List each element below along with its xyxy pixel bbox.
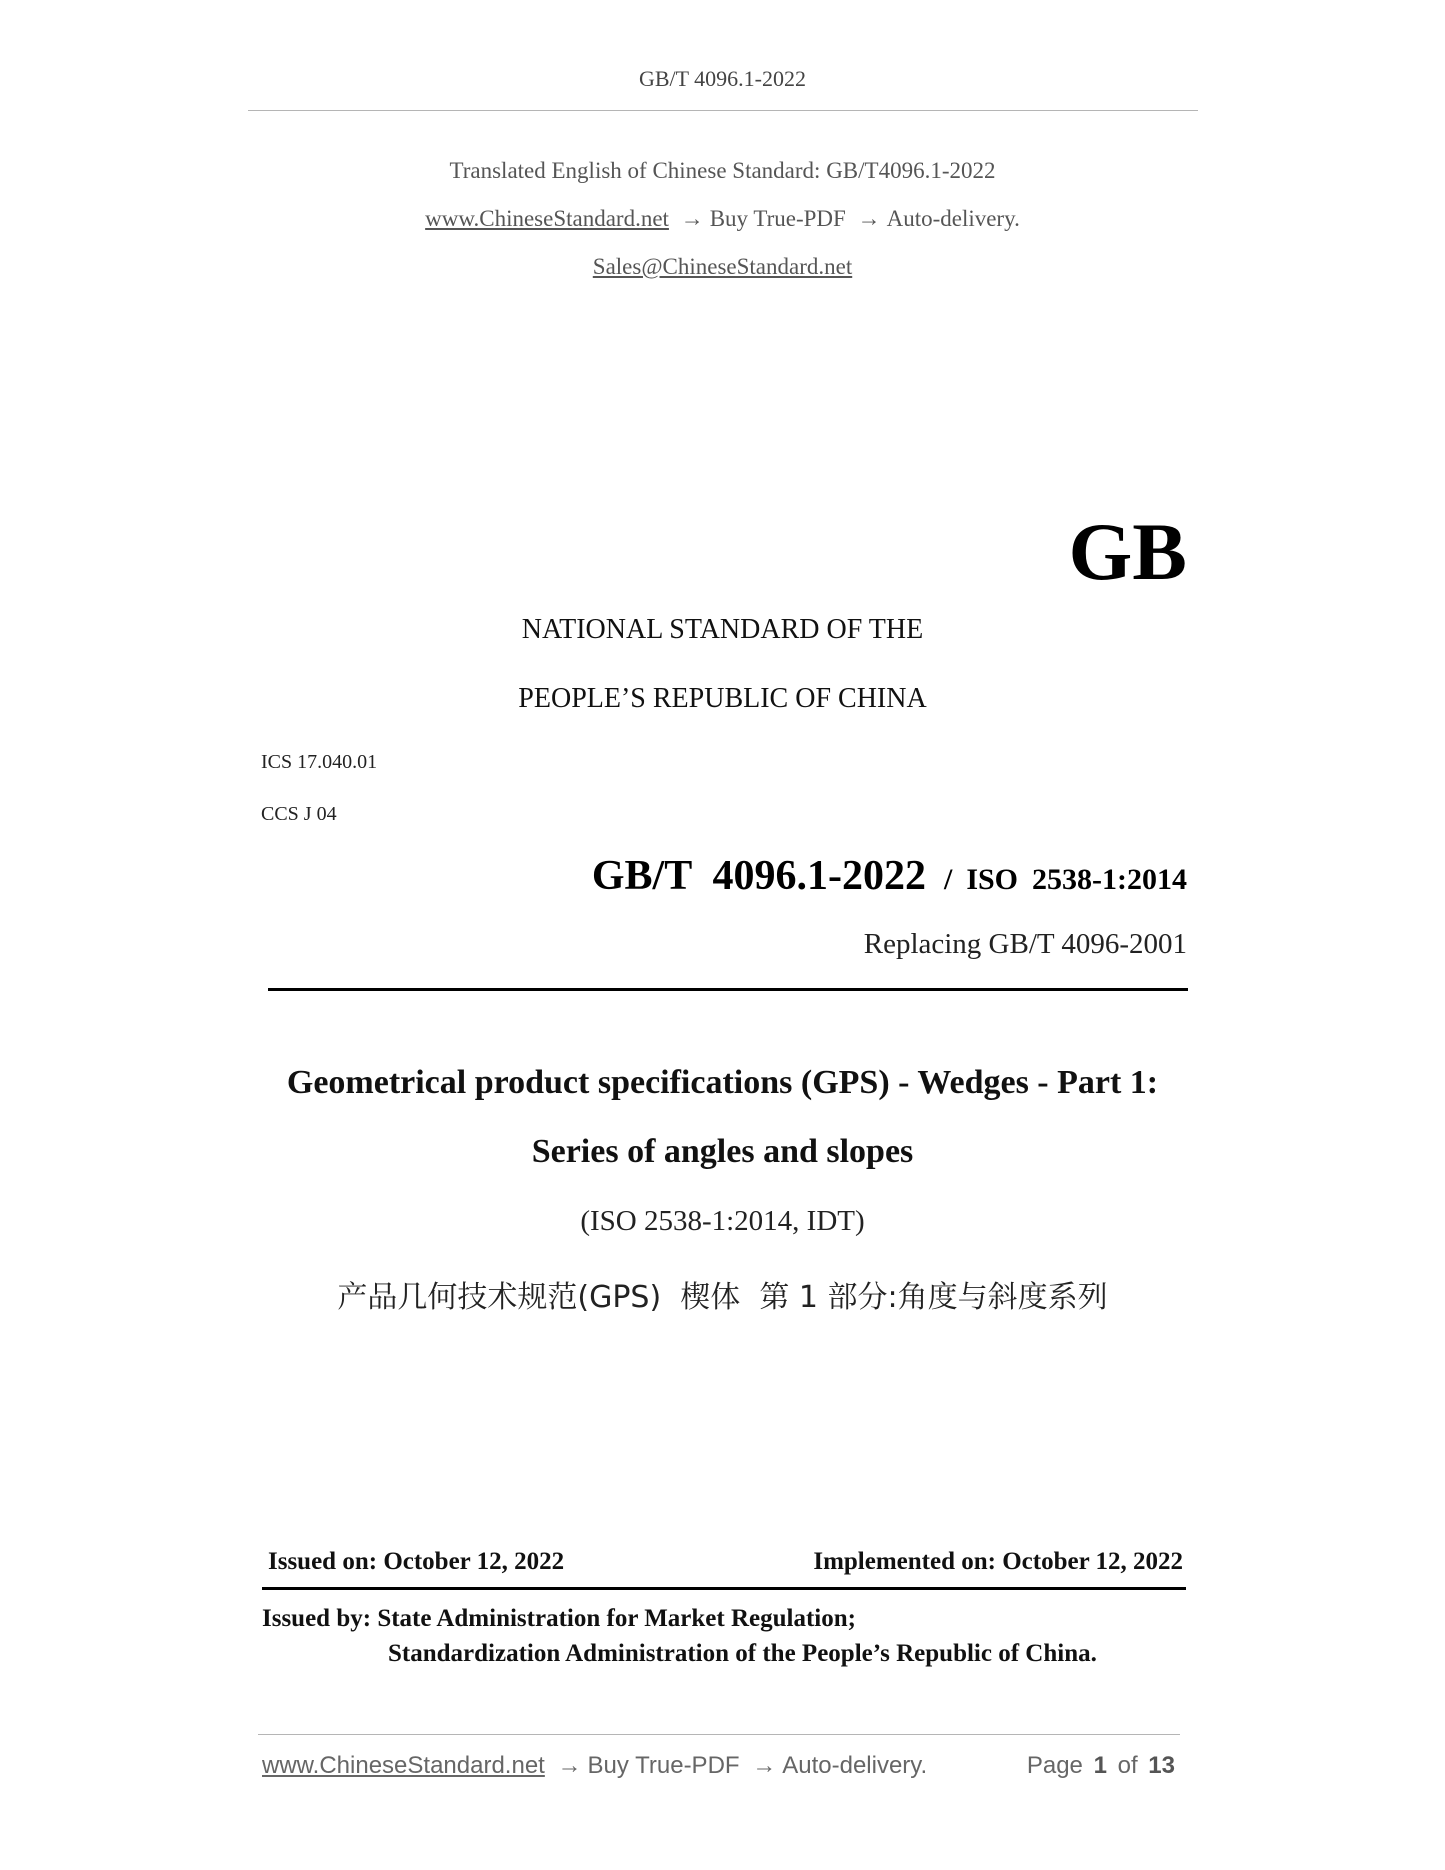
national-standard-line1: NATIONAL STANDARD OF THE [521, 614, 924, 645]
page-total: 13 [1148, 1752, 1175, 1779]
title-line2: Series of angles and slopes [531, 1133, 914, 1170]
footer-auto-text: Auto-delivery. [782, 1752, 928, 1779]
buy-true-pdf-text: Buy True-PDF [709, 206, 846, 231]
standard-number [592, 852, 1187, 900]
title-line1: Geometrical product specifications (GPS) - Wedges - Part 1: [286, 1064, 1159, 1101]
national-standard-line2: PEOPLE’S REPUBLIC OF CHINA [518, 683, 927, 714]
chinesestandard-link[interactable]: www.ChineseStandard.net [425, 206, 669, 231]
iso-equivalence: (ISO 2538-1:2014, IDT) [580, 1205, 865, 1237]
page-label: Page [1026, 1752, 1083, 1779]
sales-email-link[interactable]: Sales@ChineseStandard.net [592, 254, 853, 279]
footer-links [262, 1752, 927, 1780]
running-header: GB/T 4096.1-2022 [638, 66, 807, 91]
issued-by [262, 1601, 1097, 1671]
ics-code: ICS 17.040.01 [261, 751, 378, 773]
iso-prefix: ISO [966, 863, 1019, 896]
implemented-on-date: Implemented on: October 12, 2022 [813, 1548, 1183, 1575]
page-indicator [1027, 1752, 1179, 1780]
iso-number: 2538-1:2014 [1032, 863, 1187, 896]
arrow-right-icon: → [752, 1752, 777, 1779]
arrow-right-icon: → [857, 206, 881, 231]
footer-divider [258, 1734, 1180, 1735]
sales-email-row [0, 254, 1445, 280]
issued-on-date: Issued on: October 12, 2022 [268, 1548, 565, 1575]
arrow-right-icon: → [557, 1752, 582, 1779]
page-current: 1 [1093, 1752, 1107, 1779]
auto-delivery-text: Auto-delivery. [886, 206, 1020, 231]
translation-links [0, 206, 1445, 232]
translation-notice: Translated English of Chinese Standard: GB/T4096.1-2022 [449, 158, 996, 183]
number-separator: / [943, 863, 953, 896]
ccs-code: CCS J 04 [261, 803, 337, 825]
chinese-title: 产品几何技术规范(GPS) 楔体 第 1 部分:角度与斜度系列 [337, 1280, 1108, 1315]
header-divider [248, 110, 1198, 111]
issued-by-line1: Issued by: State Administration for Market Regulation; [262, 1605, 856, 1632]
dates-divider [262, 1587, 1186, 1590]
footer-site-link[interactable]: www.ChineseStandard.net [262, 1752, 545, 1779]
title-divider [268, 988, 1188, 991]
replacing-note: Replacing GB/T 4096-2001 [863, 928, 1187, 960]
gbt-number: GB/T 4096.1-2022 [591, 853, 926, 899]
page-of-label: of [1117, 1752, 1138, 1779]
gb-mark: GB [1068, 506, 1187, 597]
issued-by-line2: Standardization Administration of the People’s Republic of China. [388, 1640, 1097, 1667]
arrow-right-icon: → [680, 206, 704, 231]
footer-buy-text: Buy True-PDF [587, 1752, 740, 1779]
